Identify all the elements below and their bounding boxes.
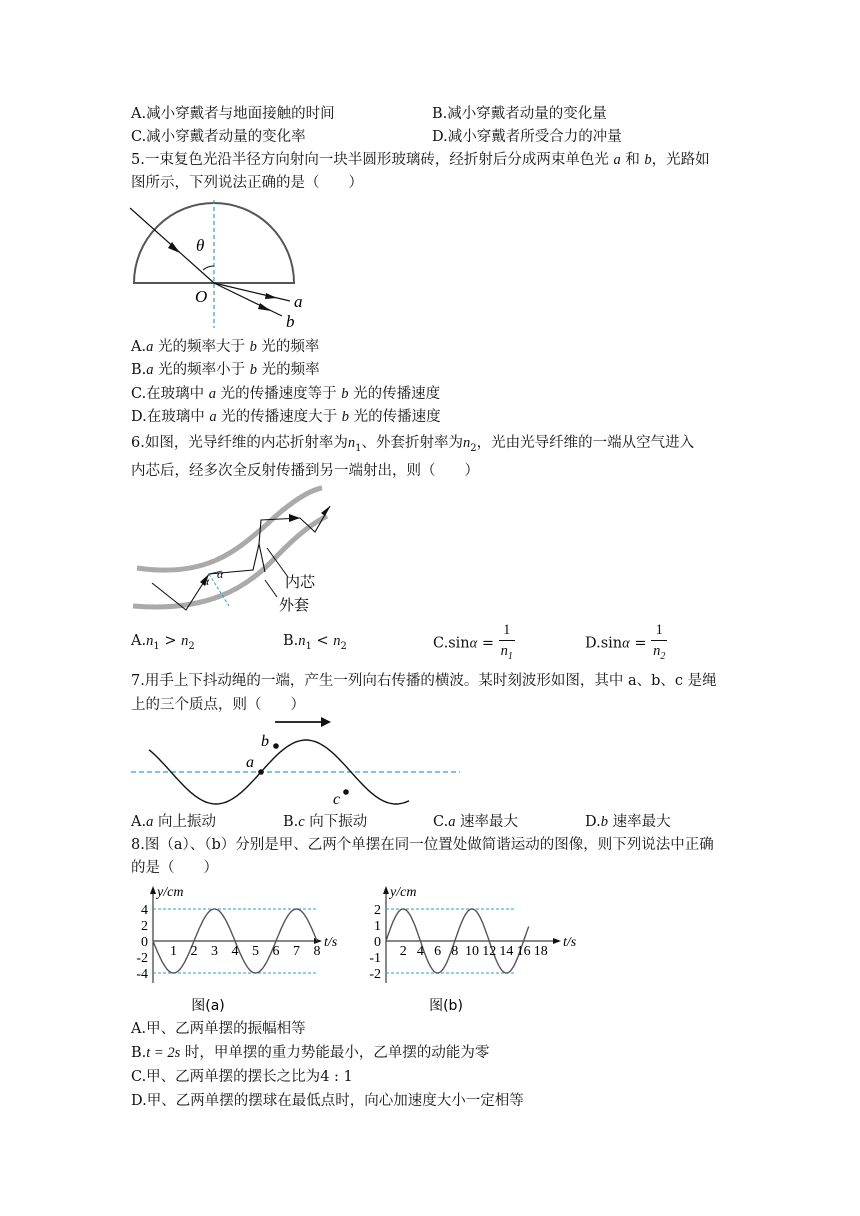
y-axis-title: y/cm	[390, 885, 417, 900]
q5-stem-line2: 图所示，下列说法正确的是（ ）	[131, 175, 363, 191]
q4-option-b: B.减小穿戴者动量的变化量	[432, 106, 607, 122]
x-tick-label: 8	[451, 944, 459, 959]
q7-stem-line2: 上的三个质点，则（ ）	[131, 697, 305, 713]
ray-b-label: b	[286, 312, 295, 331]
theta-label: θ	[196, 236, 205, 255]
x-tick-label: 18	[533, 944, 548, 959]
q4-option-d: D.减小穿戴者所受合力的冲量	[432, 129, 622, 145]
x-tick-label: 12	[482, 944, 497, 959]
y-axis-arrow	[383, 886, 389, 894]
y-tick-label: -1	[369, 951, 381, 966]
q7-option-b: B.c 向下振动	[283, 814, 368, 830]
q5-option-c: C.在玻璃中 a 光的传播速度等于 b 光的传播速度	[131, 386, 441, 402]
x-axis-arrow	[553, 938, 561, 944]
y-axis-title: y/cm	[157, 885, 184, 900]
alpha-label-2: α	[203, 574, 210, 588]
chart-b	[358, 878, 588, 1018]
x-tick-label: 14	[499, 944, 514, 959]
x-axis-title: t/s	[324, 935, 338, 950]
y-tick-label: -2	[369, 967, 381, 982]
q8-stem-line2: 的是（ ）	[131, 860, 218, 876]
x-tick-label: 8	[313, 944, 321, 959]
y-tick-label: 1	[374, 919, 381, 934]
y-tick-label: -2	[136, 951, 148, 966]
y-tick-label: 0	[141, 935, 148, 950]
q5-stem-line1: 5.一束复色光沿半径方向射向一块半圆形玻璃砖，经折射后分成两束单色光 a 和 b，光路如	[131, 152, 710, 168]
q7-stem-line1: 7.用手上下抖动绳的一端，产生一列向右传播的横波。某时刻波形如图，其中 a、b、c 是绳	[131, 673, 717, 689]
x-tick-label: 1	[170, 944, 177, 959]
core-label: 内芯	[285, 573, 316, 591]
q5-option-b: B.a 光的频率小于 b 光的频率	[131, 362, 320, 378]
chart-caption: 图(b)	[429, 998, 463, 1014]
x-tick-label: 7	[293, 944, 300, 959]
q7-option-d: D.b 速率最大	[585, 814, 671, 830]
q7-option-c: C.a 速率最大	[433, 814, 519, 830]
x-tick-label: 16	[516, 944, 531, 959]
alpha-label-1: α	[217, 567, 224, 581]
q6-option-c: C.sinα = $\frac{1}{n_1}$	[433, 620, 515, 667]
chart-a	[128, 878, 348, 1018]
q4-option-a: A.减小穿戴者与地面接触的时间	[131, 106, 335, 122]
y-tick-label: 2	[374, 903, 381, 918]
x-tick-label: 4	[231, 944, 239, 959]
point-b-label: b	[261, 733, 269, 750]
x-tick-label: 10	[465, 944, 479, 959]
cladding-label: 外套	[279, 596, 310, 614]
q8-stem-line1: 8.图（a）、（b）分别是甲、乙两个单摆在同一位置处做简谐运动的图像，则下列说法中正确	[131, 837, 714, 853]
q5-option-a: A.a 光的频率大于 b 光的频率	[131, 339, 320, 355]
x-tick-label: 6	[434, 944, 442, 959]
q8-option-c: C.甲、乙两单摆的摆长之比为4 : 1	[131, 1069, 353, 1085]
x-tick-label: 5	[252, 944, 259, 959]
y-tick-label: -4	[136, 967, 148, 982]
fraction: $\frac{1}{n_1}$	[500, 622, 513, 662]
x-tick-label: 4	[416, 944, 424, 959]
y-tick-label: 2	[141, 919, 148, 934]
point-a-label: a	[246, 754, 254, 771]
chart-caption: 图(a)	[191, 998, 225, 1014]
y-tick-label: 4	[141, 903, 148, 918]
q5-semicircle-figure	[120, 196, 320, 331]
q6-stem-line2: 内芯后，经多次全反射传播到另一端射出，则（ ）	[131, 463, 479, 479]
q6-option-a: $A.n_1 > n_2$	[131, 633, 195, 652]
q6-stem-line1: 6.如图，光导纤维的内芯折射率为$n_1$、外套折射率为$n_2$，光由光导纤维的一端从空气进入	[131, 435, 695, 454]
q8-option-b: B.t = 2s 时，甲单摆的重力势能最小，乙单摆的动能为零	[131, 1045, 490, 1061]
q6-optical-fiber-figure	[125, 482, 365, 617]
q4-option-c: C.减小穿戴者动量的变化率	[131, 129, 306, 145]
y-tick-label: 0	[374, 935, 381, 950]
q8-option-a: A.甲、乙两单摆的振幅相等	[131, 1021, 306, 1037]
q5-option-d: D.在玻璃中 a 光的传播速度大于 b 光的传播速度	[131, 409, 441, 425]
point-o-label: O	[195, 287, 208, 306]
q7-wave-figure	[125, 714, 470, 814]
q6-option-d: D.sinα = $\frac{1}{n_2}$	[585, 620, 667, 667]
x-axis-title: t/s	[563, 935, 577, 950]
x-tick-label: 6	[272, 944, 280, 959]
fraction: $\frac{1}{n_2}$	[653, 622, 666, 662]
x-tick-label: 2	[190, 944, 198, 959]
point-c-label: c	[333, 791, 341, 808]
q6-option-b: $B.n_1 < n_2$	[283, 633, 347, 652]
y-axis-arrow	[150, 886, 156, 894]
q8-option-d: D.甲、乙两单摆的摆球在最低点时，向心加速度大小一定相等	[131, 1093, 524, 1109]
x-tick-label: 3	[211, 944, 218, 959]
q7-option-a: A.a 向上振动	[131, 814, 216, 830]
ray-a-label: a	[294, 292, 303, 311]
x-tick-label: 2	[399, 944, 407, 959]
